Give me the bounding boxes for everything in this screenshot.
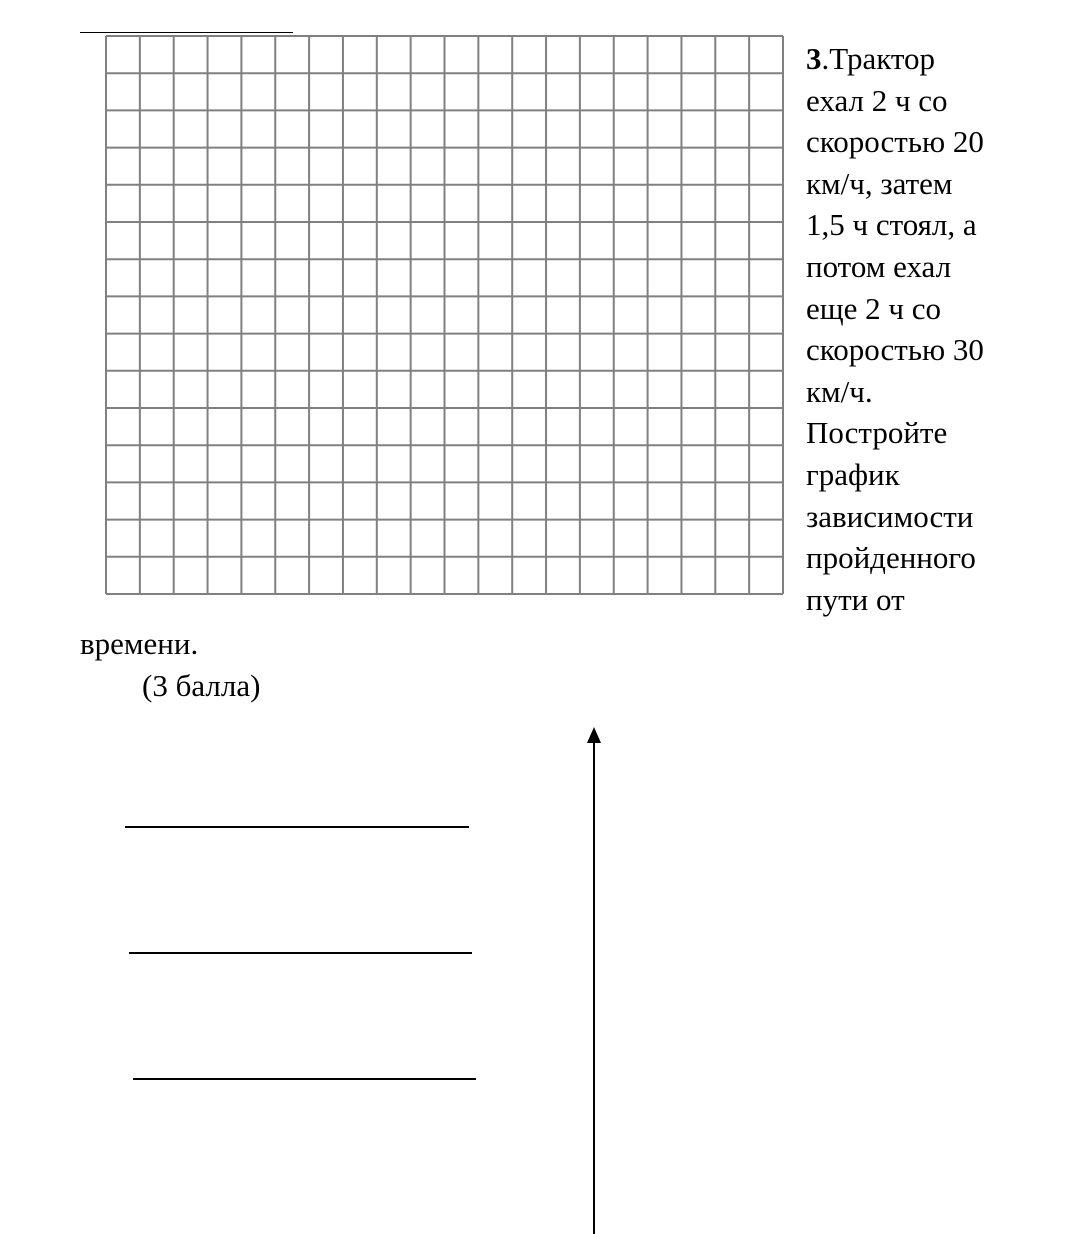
task-text-continuation: времени. (80, 626, 199, 661)
task-number: 3 (806, 41, 822, 76)
axis-arrow-icon (587, 727, 601, 743)
task-points: (3 балла) (142, 668, 261, 703)
task-body: .Трактор ехал 2 ч со скоростью 20 км/ч, затем 1,5 ч стоял, а потом ехал еще 2 ч со скоростью 30 км/ч. Постройте график зависимости пройденного пути от (806, 41, 984, 617)
